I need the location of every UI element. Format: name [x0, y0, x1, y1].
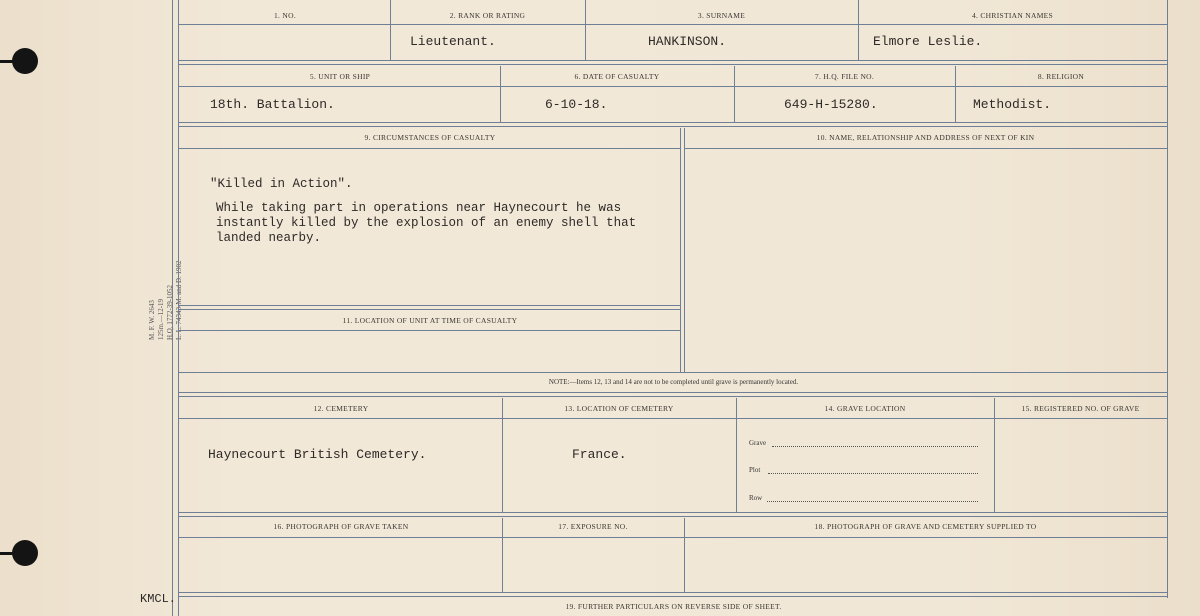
- rank-value: Lieutenant.: [410, 34, 496, 49]
- next-of-kin-label: 10. NAME, RELATIONSHIP AND ADDRESS OF NEXT OF KIN: [816, 133, 1035, 142]
- circumstances-heading: "Killed in Action".: [210, 177, 353, 191]
- grave-location-label: 14. GRAVE LOCATION: [824, 404, 906, 413]
- row-field-label: Row: [749, 494, 763, 502]
- rank-label: 2. RANK OR RATING: [449, 11, 526, 20]
- kmcl-stamp: KMCL.: [140, 592, 177, 606]
- file-no-label: 7. H.Q. FILE NO.: [814, 72, 875, 81]
- reverse-note: 19. FURTHER PARTICULARS ON REVERSE SIDE OF SHEET.: [565, 602, 782, 611]
- unit-value: 18th. Battalion.: [210, 97, 335, 112]
- file-no-value: 649-H-15280.: [784, 97, 878, 112]
- plot-field-label: Plot: [749, 466, 761, 474]
- location-unit-label: 11. LOCATION OF UNIT AT TIME OF CASUALTY: [342, 316, 518, 325]
- christian-names-value: Elmore Leslie.: [873, 34, 983, 49]
- unit-label: 5. UNIT OR SHIP: [309, 72, 371, 81]
- religion-label: 8. RELIGION: [1037, 72, 1085, 81]
- photo-supplied-label: 18. PHOTOGRAPH OF GRAVE AND CEMETERY SUPPLIED TO: [814, 522, 1037, 531]
- note: NOTE:—Items 12, 13 and 14 are not to be completed until grave is permanently located.: [548, 378, 799, 386]
- circumstances-label: 9. CIRCUMSTANCES OF CASUALTY: [364, 133, 496, 142]
- cemetery-label: 12. CEMETERY: [313, 404, 369, 413]
- surname-value: HANKINSON.: [648, 34, 727, 49]
- surname-label: 3. SURNAME: [697, 11, 746, 20]
- side-print: M. F. W. 2643 125m.—12-19 H.Q. 1772-39-1052 L. L. 74343-M. and D. 1902: [148, 260, 183, 340]
- punch-hole-top: [12, 48, 38, 74]
- photo-taken-label: 16. PHOTOGRAPH OF GRAVE TAKEN: [273, 522, 409, 531]
- christian-names-label: 4. CHRISTIAN NAMES: [971, 11, 1054, 20]
- date-value: 6-10-18.: [545, 97, 608, 112]
- grave-field-label: Grave: [749, 439, 767, 447]
- religion-value: Methodist.: [973, 97, 1052, 112]
- cemetery-location-label: 13. LOCATION OF CEMETERY: [564, 404, 674, 413]
- no-label: 1. NO.: [273, 11, 296, 20]
- exposure-label: 17. EXPOSURE NO.: [558, 522, 628, 531]
- punch-hole-bottom: [12, 540, 38, 566]
- cemetery-location-value: France.: [572, 447, 627, 462]
- circumstances-text: While taking part in operations near Haynecourt he was instantly killed by the explosion of an enemy shell that landed nearby.: [216, 201, 637, 245]
- registered-no-label: 15. REGISTERED NO. OF GRAVE: [1021, 404, 1140, 413]
- date-label: 6. DATE OF CASUALTY: [574, 72, 660, 81]
- cemetery-value: Haynecourt British Cemetery.: [208, 447, 427, 462]
